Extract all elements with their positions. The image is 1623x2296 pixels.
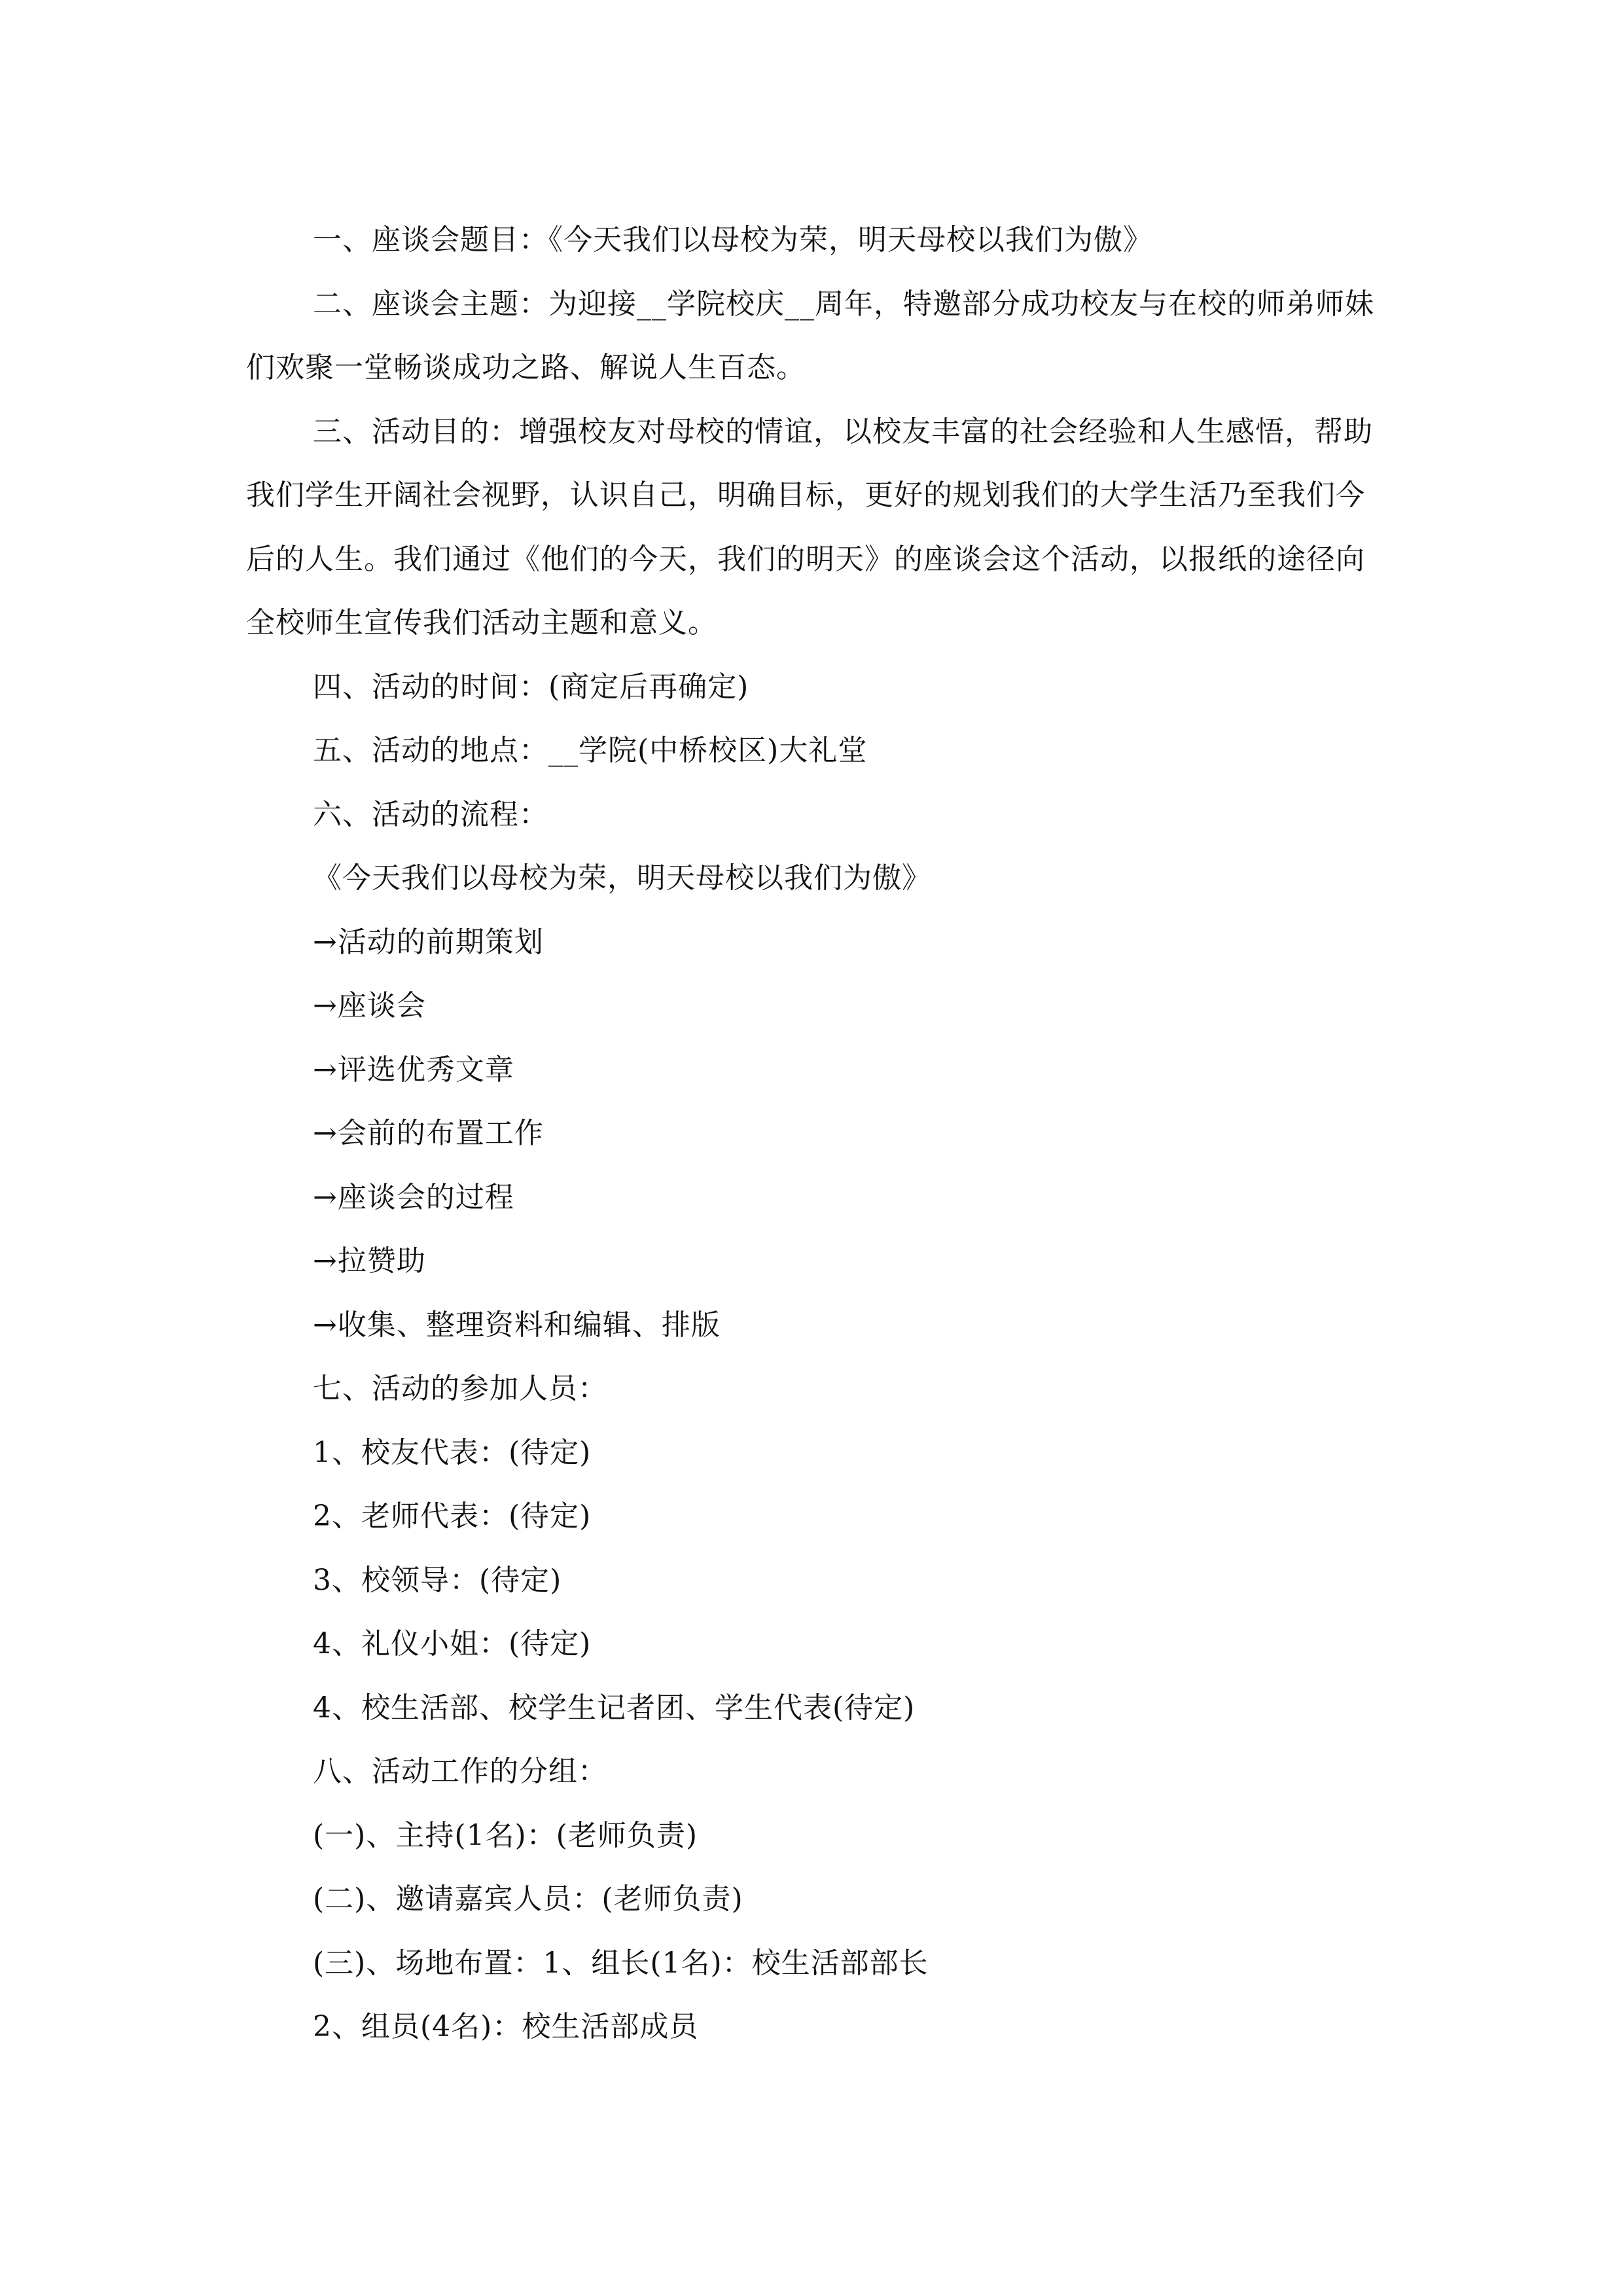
participant-item: 3、校领导：(待定) bbox=[313, 1563, 562, 1597]
group-item: 2、组员(4名)：校生活部成员 bbox=[313, 2010, 699, 2043]
participant-item: 4、校生活部、校学生记者团、学生代表(待定) bbox=[313, 1691, 916, 1725]
process-title: 《今天我们以母校为荣，明天母校以我们为傲》 bbox=[313, 861, 931, 895]
heading-topic: 一、座谈会题目：《今天我们以母校为荣，明天母校以我们为傲》 bbox=[313, 223, 1152, 257]
heading-process: 六、活动的流程： bbox=[313, 797, 548, 831]
participant-item: 2、老师代表：(待定) bbox=[313, 1499, 592, 1533]
paragraph-location: 五、活动的地点：__学院(中桥校区)大礼堂 bbox=[313, 734, 868, 767]
process-step: →会前的布置工作 bbox=[313, 1117, 544, 1150]
group-item: (一)、主持(1名)：(老师负责) bbox=[313, 1818, 698, 1852]
paragraph-theme: 二、座谈会主题：为迎接__学院校庆__周年，特邀部分成功校友与在校的师弟师妹们欢聚一堂畅谈成功之路、解说人生百态。 bbox=[246, 287, 1374, 384]
process-step: →座谈会的过程 bbox=[313, 1180, 514, 1214]
group-item: (二)、邀请嘉宾人员：(老师负责) bbox=[313, 1882, 743, 1916]
heading-participants: 七、活动的参加人员： bbox=[313, 1372, 607, 1405]
process-step: →评选优秀文章 bbox=[313, 1052, 514, 1086]
participant-item: 4、礼仪小姐：(待定) bbox=[313, 1627, 592, 1660]
process-step: →拉赞助 bbox=[313, 1244, 426, 1278]
process-step: →活动的前期策划 bbox=[313, 925, 544, 959]
process-step: →座谈会 bbox=[313, 989, 426, 1022]
heading-groups: 八、活动工作的分组： bbox=[313, 1755, 607, 1788]
document-page bbox=[246, 208, 1382, 2059]
paragraph-time: 四、活动的时间：(商定后再确定) bbox=[313, 670, 749, 704]
process-step: →收集、整理资料和编辑、排版 bbox=[313, 1308, 721, 1342]
group-item: (三)、场地布置：1、组长(1名)：校生活部部长 bbox=[313, 1946, 929, 1980]
participant-item: 1、校友代表：(待定) bbox=[313, 1435, 592, 1469]
paragraph-purpose: 三、活动目的：增强校友对母校的情谊，以校友丰富的社会经验和人生感悟，帮助我们学生开阔社会视野，认识自己，明确目标，更好的规划我们的大学生活乃至我们今后的人生。我们通过《他们的今天，我们的明天》的座谈会这个活动，以报纸的途径向全校师生宣传我们活动主题和意义。 bbox=[246, 414, 1373, 639]
